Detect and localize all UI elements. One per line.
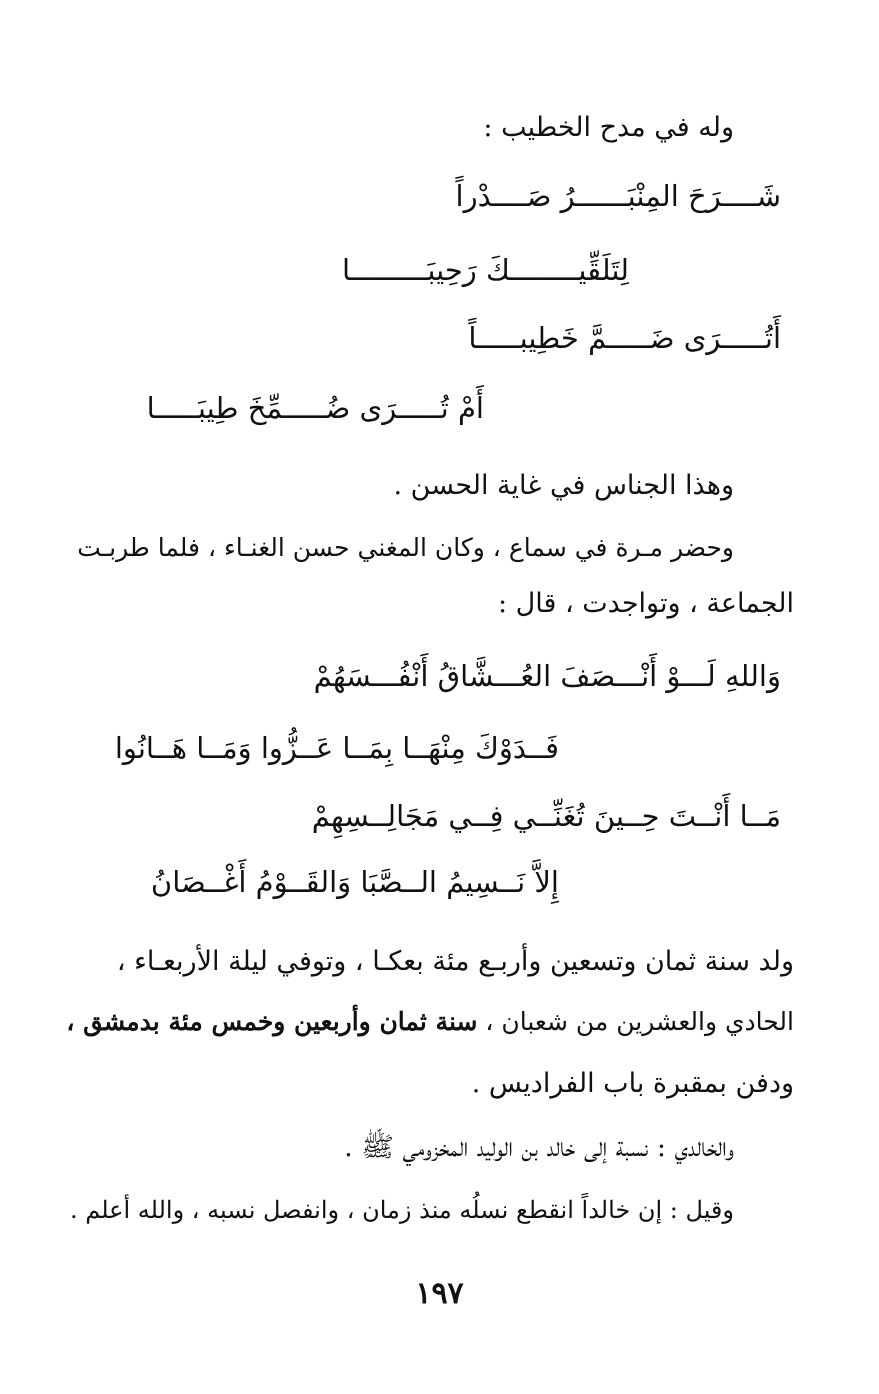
poem-1-line-3: أَتُـــــرَى ضَـــــمَّ خَطِيبـــــاً [468,321,781,355]
narrative-line-1: وحضر مـرة في سماع ، وكان المغني حسن الغنـاء ، فلما طربـت [77,533,734,562]
poem-2-line-2: فَــدَوْكَ مِنْهَــا بِمَــا عَــزُّوا وَمَــا هَــانُوا [114,731,559,765]
comment-line: وهذا الجناس في غاية الحسن . [393,470,734,501]
poem-1-line-1: شَــــرَحَ المِنْبَــــــرُ صَــــدْراً [455,179,781,213]
poem-1-line-4: أَمْ تُـــــرَى ضُـــــمِّخَ طِيبَـــــا [146,391,484,425]
poem-1-line-2: لِتَلَقِّيــــــــكَ رَحِيبَـــــــــا [342,253,629,287]
biography-line-2-normal: الحادي والعشرين من شعبان ، [477,1007,794,1036]
poem-2-line-3: مَــا أَنْــتَ حِــينَ تُغَنِّــي فِــي مَجَالِــسِهِمْ [311,799,781,833]
intro-line: وله في مدح الخطيب : [483,112,734,143]
biography-line-3: ودفن بمقبرة باب الفراديس . [471,1068,794,1099]
narrative-line-2: الجماعة ، وتواجدت ، قال : [497,588,794,619]
poem-2-line-4: إِلاَّ نَــسِيمُ الــصَّبَا وَالقَــوْمُ أَغْــصَانُ [150,865,559,899]
biography-line-2 [66,1002,794,1042]
nisba-line: والخالدي : نسبة إلى خالد بن الوليد المخزومي ﷺ . [344,1132,734,1163]
page-number: ١٩٧ [415,1276,464,1311]
biography-line-2-bold: سنة ثمان وأربعين وخمس مئة بدمشق ، [66,1007,478,1036]
closing-line: وقيل : إن خالداً انقطع نسلُه منذ زمان ، وانفصل نسبه ، والله أعلم . [70,1196,734,1224]
poem-2-line-1: وَاللهِ لَـــوْ أَنْـــصَفَ العُـــشَّاقُ أَنْفُـــسَهُمْ [313,659,781,693]
biography-line-1: ولد سنة ثمان وتسعين وأربـع مئة بعكـا ، وتوفي ليلة الأربعـاء ، [116,946,794,977]
